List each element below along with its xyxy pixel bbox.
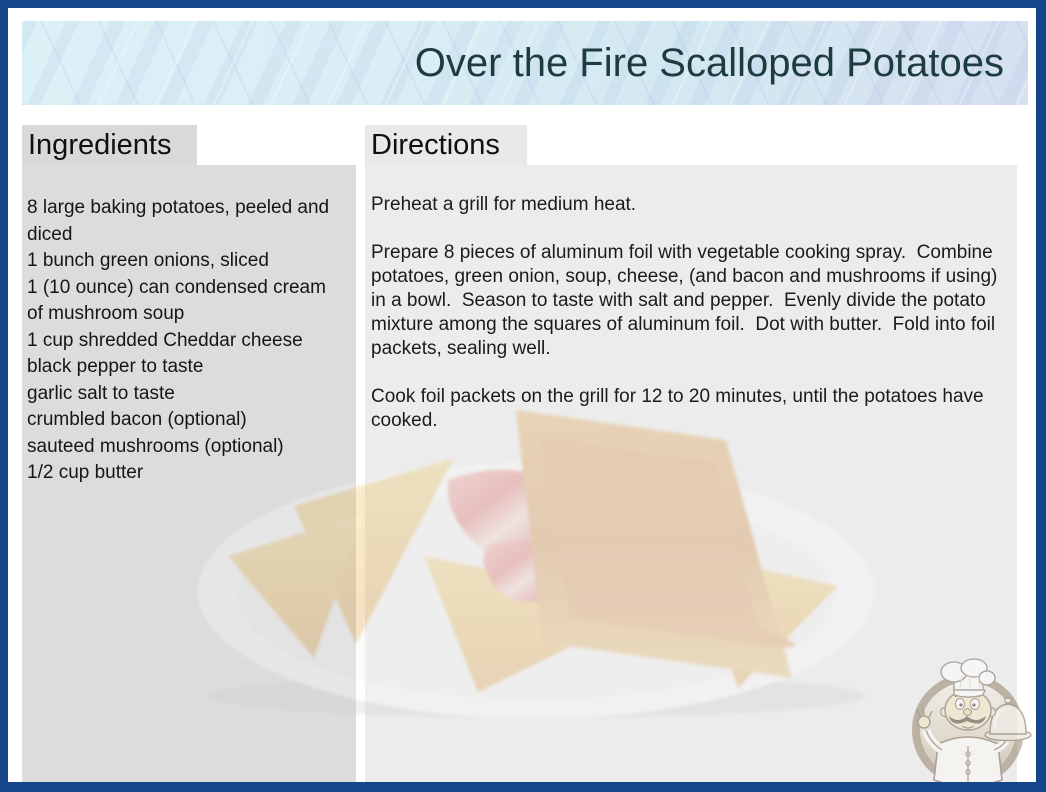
ingredient-item: 1 (10 ounce) can condensed cream of mushroom soup xyxy=(27,276,326,324)
ingredient-item: 1 cup shredded Cheddar cheese xyxy=(27,329,303,351)
ingredient-item: garlic salt to taste xyxy=(27,382,175,404)
directions-heading xyxy=(365,125,527,165)
ingredients-list xyxy=(27,195,330,487)
ingredient-item: 8 large baking potatoes, peeled and diced xyxy=(27,197,330,245)
direction-paragraph: Cook foil packets on the grill for 12 to 20 minutes, until the potatoes have cooked. xyxy=(371,386,989,431)
ingredient-item: black pepper to taste xyxy=(27,356,204,377)
ingredient-item: crumbled bacon (optional) xyxy=(27,409,247,430)
ingredients-heading xyxy=(22,125,197,165)
directions-heading-label: Directions xyxy=(371,128,500,161)
ingredients-panel xyxy=(22,165,356,790)
ingredients-heading-label: Ingredients xyxy=(28,128,172,161)
page-title: Over the Fire Scalloped Potatoes xyxy=(414,40,1004,85)
ingredient-item: sauteed mushrooms (optional) xyxy=(27,435,284,457)
direction-paragraph: Preheat a grill for medium heat. xyxy=(371,194,637,215)
ingredient-item: 1 bunch green onions, sliced xyxy=(27,250,269,271)
direction-paragraph: Prepare 8 pieces of aluminum foil with vegetable cooking spray. Combine potatoes, green onion, soup, cheese, (and bacon and mushrooms if using) in a bowl. Season to taste with salt and pepper. Evenly divide the potato mixture among the squares of aluminum foil. Dot with butter. Fold into foil packets, sealing well. xyxy=(371,242,1003,359)
ingredient-item: 1/2 cup butter xyxy=(27,462,144,483)
header-banner xyxy=(22,21,1028,105)
directions-list xyxy=(371,193,1009,433)
directions-panel xyxy=(365,165,1017,790)
